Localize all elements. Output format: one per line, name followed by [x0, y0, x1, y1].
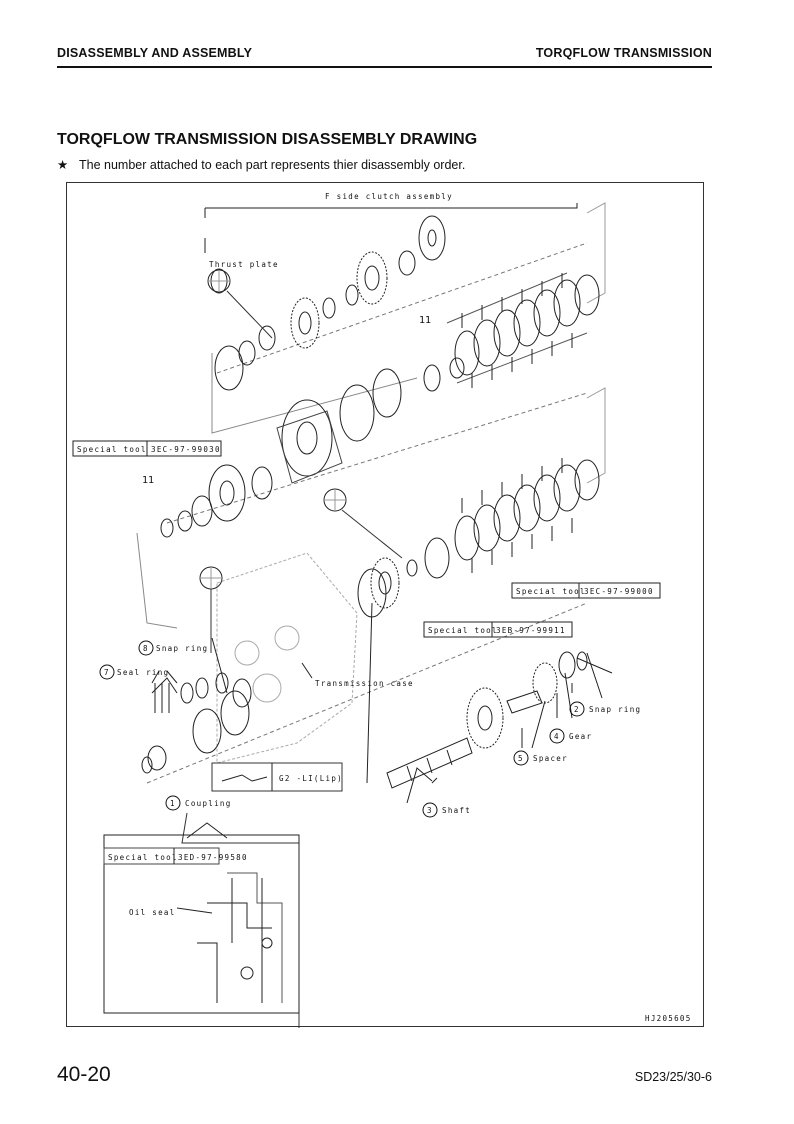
num-8: 8 [143, 644, 149, 653]
special-tool-label-d: Special tool [108, 853, 178, 862]
num-3: 3 [427, 806, 433, 815]
star-icon: ★ [57, 158, 69, 172]
label-f-side-clutch-assembly: F side clutch assembly [325, 192, 453, 201]
num-4: 4 [554, 732, 560, 741]
header-rule [57, 66, 712, 68]
exploded-drawing [67, 183, 705, 1028]
special-tool-c: 3EB-97-99911 [496, 626, 566, 635]
special-tool-b: 3EC-97-99000 [584, 587, 654, 596]
note [57, 157, 465, 172]
label-order-11-top: 11 [419, 315, 432, 326]
label-oil-seal: Oil seal [129, 908, 176, 917]
label-lip-grease: G2 -LI(Lip) [279, 774, 343, 783]
label-spacer-5: Spacer [533, 754, 568, 763]
label-shaft-3: Shaft [442, 806, 472, 815]
drawing-number: HJ205605 [645, 1014, 692, 1023]
label-order-11-left: 11 [142, 475, 155, 486]
label-thrust-plate: Thrust plate [209, 260, 279, 269]
label-transmission-case: Transmission case [315, 679, 414, 688]
header-section: DISASSEMBLY AND ASSEMBLY [57, 46, 253, 60]
num-2: 2 [574, 705, 580, 714]
page-number: 40-20 [57, 1063, 111, 1086]
label-snap-ring-2: Snap ring [589, 705, 642, 714]
label-gear-4: Gear [569, 732, 593, 741]
num-5: 5 [518, 754, 524, 763]
special-tool-d: 3ED-97-99580 [178, 853, 248, 862]
note-text: The number attached to each part represents thier disassembly order. [79, 158, 466, 172]
model-number: SD23/25/30-6 [634, 1070, 712, 1084]
label-coupling-1: Coupling [185, 799, 232, 808]
drawing-frame [66, 182, 704, 1027]
num-7: 7 [104, 668, 110, 677]
special-tool-label-c: Special tool [428, 626, 498, 635]
label-seal-ring-7: Seal ring [117, 668, 170, 677]
page-title: TORQFLOW TRANSMISSION DISASSEMBLY DRAWING [57, 131, 478, 148]
special-tool-a: 3EC-97-99030 [151, 445, 221, 454]
header-chapter: TORQFLOW TRANSMISSION [535, 46, 712, 60]
special-tool-label-b: Special tool [516, 587, 586, 596]
special-tool-label-a: Special tool [77, 445, 147, 454]
num-1: 1 [170, 799, 176, 808]
label-snap-ring-8: Snap ring [156, 644, 209, 653]
